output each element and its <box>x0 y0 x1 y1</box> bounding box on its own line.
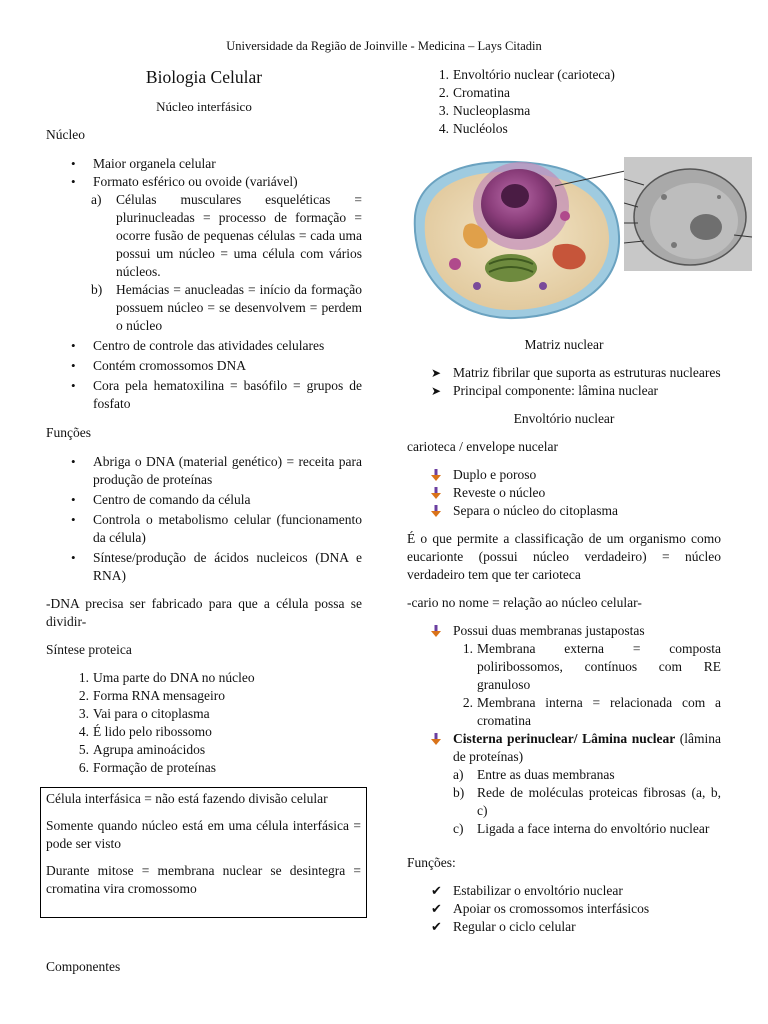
cisterna-sublist <box>407 766 721 838</box>
dna-note: -DNA precisa ser fabricado para que a célula possa se dividir- <box>46 596 362 629</box>
nucleo-heading: Núcleo <box>46 127 85 142</box>
arrow-bullet-icon: ➤ <box>431 366 442 380</box>
list-item: ➤ Principal componente: lâmina nuclear <box>431 383 659 398</box>
list-item: Reveste o núcleo <box>453 484 721 502</box>
nucleo-list-2 <box>46 337 362 413</box>
list-item: 3. Vai para o citoplasma <box>78 706 210 721</box>
list-item: 2. Cromatina <box>438 85 510 100</box>
list-item: ✔ Regular o ciclo celular <box>431 919 576 934</box>
box-line: Durante mitose = membrana nuclear se desintegra = cromatina vira cromossomo <box>46 863 361 896</box>
nucleus-micrograph <box>624 157 752 271</box>
sintese-heading: Síntese proteica <box>46 642 132 657</box>
list-item: • Abriga o DNA (material genético) = receita para produção de proteínas <box>93 453 362 489</box>
info-box <box>40 787 367 918</box>
sub-item: a) Entre as duas membranas <box>453 767 615 782</box>
sub-item: 1. Membrana externa = composta poliribossomos, contínuos com RE granuloso <box>462 641 721 692</box>
eucarionte-paragraph: É o que permite a classificação de um organismo como eucarionte (possui núcleo verdadeiro) = núcleo verdadeiro tem que ter carioteca <box>407 531 721 582</box>
checkmark-icon: ✔ <box>431 901 442 916</box>
list-item: Separa o núcleo do citoplasma <box>453 502 721 520</box>
funcoes-checklist <box>407 882 721 936</box>
list-item: • Formato esférico ou ovoide (variável) <box>93 173 362 191</box>
sintese-list <box>46 669 362 777</box>
checkmark-icon: ✔ <box>431 919 442 934</box>
sub-item: c) Ligada a face interna do envoltório nuclear <box>453 821 710 836</box>
list-item: 1. Envoltório nuclear (carioteca) <box>438 67 615 82</box>
list-item: ✔ Estabilizar o envoltório nuclear <box>431 883 623 898</box>
list-item: Cisterna perinuclear/ Lâmina nuclear (lâmina de proteínas) <box>453 730 721 766</box>
right-column <box>407 66 721 138</box>
funcoes-heading: Funções <box>46 425 91 440</box>
sub-item: 2. Membrana interna = relacionada com a cromatina <box>462 695 721 728</box>
arrow-down-icon <box>431 625 441 637</box>
list-item: 3. Nucleoplasma <box>438 103 531 118</box>
nucleo-list <box>46 155 362 191</box>
list-item: • Centro de controle das atividades celulares <box>93 337 362 355</box>
box-line: Célula interfásica = não está fazendo divisão celular <box>46 791 328 806</box>
list-item: 4. É lido pelo ribossomo <box>78 724 212 739</box>
checkmark-icon: ✔ <box>431 883 442 898</box>
list-item: 2. Forma RNA mensageiro <box>78 688 225 703</box>
componentes-list <box>407 66 721 138</box>
funcoes-list <box>46 453 362 585</box>
cario-note: -cario no nome = relação ao núcleo celular- <box>407 595 642 610</box>
arrow-down-icon <box>431 487 441 499</box>
arrow-down-icon <box>431 505 441 517</box>
componentes-heading: Componentes <box>46 959 121 974</box>
right-column-lower <box>407 336 721 936</box>
sub-item: b) Rede de moléculas proteicas fibrosas (a, b, c) <box>453 785 721 818</box>
list-item: • Maior organela celular <box>93 155 362 173</box>
list-item: 6. Formação de proteínas <box>78 760 216 775</box>
matriz-list <box>407 364 721 400</box>
membranas-list <box>407 622 721 640</box>
sub-item: b) Hemácias = anucleadas = início da formação possuem núcleo = se desenvolvem = perdem o núcleo <box>91 282 362 333</box>
funcoes-heading-right: Funções: <box>407 855 456 870</box>
membranas-sublist <box>407 640 721 730</box>
page-title: Biologia Celular <box>145 67 263 87</box>
list-item: • Contém cromossomos DNA <box>93 357 362 375</box>
envoltorio-heading: Envoltório nuclear <box>513 411 615 426</box>
list-item: Duplo e poroso <box>453 466 721 484</box>
matriz-heading: Matriz nuclear <box>524 337 604 352</box>
list-item: • Cora pela hematoxilina = basófilo = grupos de fosfato <box>93 377 362 413</box>
arrow-bullet-icon: ➤ <box>431 384 442 398</box>
list-item: • Centro de comando da célula <box>93 491 362 509</box>
list-item: • Síntese/produção de ácidos nucleicos (DNA e RNA) <box>93 549 362 585</box>
formato-sublist <box>46 191 362 335</box>
carioteca-line: carioteca / envelope nucelar <box>407 439 559 454</box>
cisterna-list <box>407 730 721 766</box>
arrow-down-icon <box>431 469 441 481</box>
cell-illustration <box>405 146 627 326</box>
list-item: ✔ Apoiar os cromossomos interfásicos <box>431 901 650 916</box>
box-line: Somente quando núcleo está em uma célula interfásica = pode ser visto <box>46 818 361 851</box>
envoltorio-list <box>407 466 721 520</box>
sub-item: a) Células musculares esqueléticas = plurinucleadas = processo de formação = ocorre fusão de pequenas células = cada uma possui um núcleo = uma célula com vários núcleos. <box>91 192 362 279</box>
list-item: 4. Nucléolos <box>438 121 508 136</box>
page-header: Universidade da Região de Joinville - Medicina – Lays Citadin <box>226 39 542 53</box>
arrow-down-icon <box>431 733 441 745</box>
list-item: • Controla o metabolismo celular (funcionamento da célula) <box>93 511 362 547</box>
list-item: Possui duas membranas justapostas <box>453 622 721 640</box>
subtitle: Núcleo interfásico <box>156 99 252 114</box>
list-item: 5. Agrupa aminoácidos <box>78 742 206 757</box>
list-item: 1. Uma parte do DNA no núcleo <box>78 670 255 685</box>
list-item: ➤ Matriz fibrilar que suporta as estruturas nucleares <box>431 365 721 380</box>
left-column <box>46 68 362 777</box>
